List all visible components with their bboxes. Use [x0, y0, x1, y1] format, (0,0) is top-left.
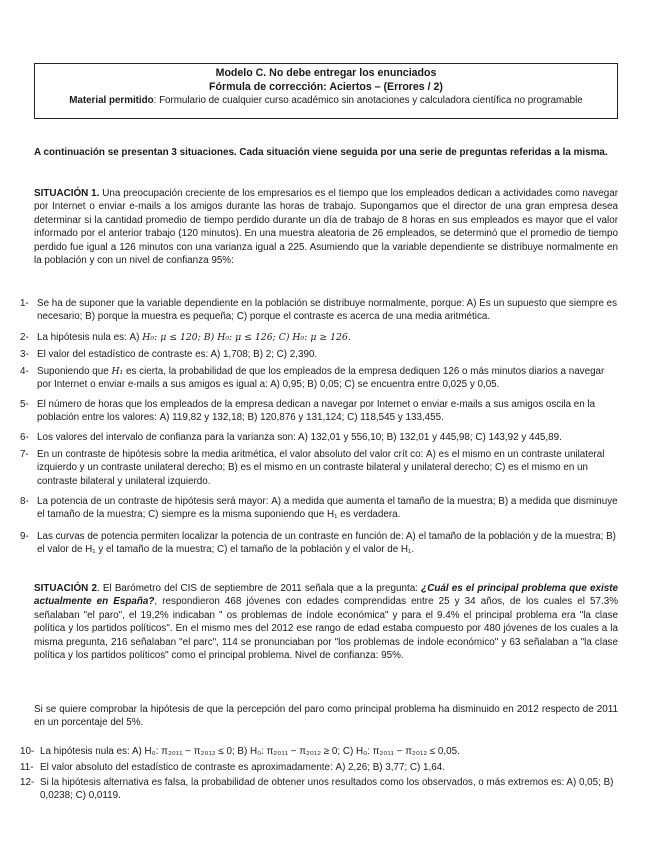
question-7: 7- En un contraste de hipótesis sobre la media aritmética, el valor absoluto del valor crít co: A) es el mismo en un contraste unilateral izquierdo y un contraste unilateral derecho; B) es el mismo en un contraste bilateral y unilateral derecho; C) es el mismo en un contraste bilateral y unilateral izquierdo.	[20, 449, 605, 487]
answer-mark: A)	[129, 332, 140, 343]
question-6: 6- Los valores del intervalo de confianza para la varianza son: A) 132,01 y 556,10; B) 132,01 y 445,98; C) 143,92 y 445,89.	[20, 432, 562, 443]
answer-mark: C)	[344, 379, 355, 391]
answer-mark: A)	[335, 762, 346, 773]
question-9: 9- Las curvas de potencia permiten localizar la potencia de un contraste en función de: A) el tamaño de la población y de la muestra; B) el valor de H₁ y el tamaño de la muestra; C) el tamaño de la población y el valor de H₁.	[20, 531, 616, 556]
answer-mark: A)	[159, 412, 170, 424]
exam-header-box	[34, 63, 618, 119]
situation-2: SITUACIÓN 2. El Barómetro del CIS de septiembre de 2011 señala que a la pregunta: ¿Cuál es el principal problema que existe actualmente en España?, respondieron 468 jóvenes con edades comprendidas entre 25 y 34 años, de los cuales el 57.3% señalaban "el paro", el 19,2% indicaban " os problemas de índole económica" y para el 9.4% el principal problema era "la clase política y los partidos políticos". En el mismo mes del 2012 ese rango de edad estaba compuesto por 480 jóvenes de los cuales a la misma pregunta, 216 señalaban "el parc", 114 se pronunciaban por "los problemas de índole económico" y 63 señalaban a "la clase política y los partidos políticos" como el principal problema. Nivel de confianza: 95%.	[34, 583, 618, 662]
question-3: 3- El valor del estadístico de contraste es: A) 1,708; B) 2; C) 2,390.	[20, 349, 318, 360]
answer-mark: A)	[271, 496, 282, 507]
question-8: 8- La potencia de un contraste de hipótesis será mayor: A) a medida que aumenta el tamaño de la muestra; B) a medida que disminuye el tamaño de la muestra; C) siempre es la misma suponiendo que H₁ es verdadera.	[20, 496, 618, 521]
material-permitted: Material permitido: Formulario de cualquier curso académico sin anotaciones y calculadora científica no programable	[69, 95, 583, 106]
answer-mark: A)	[426, 449, 436, 460]
question-4: 4- Suponiendo que H₁ es cierta, la probabilidad de que los empleados de la empresa dediquen 126 o más minutos diarios a navegar por Internet o enviar e-mails a sus amigos es igual a: A) 0,95; B) 0,05; C) se encuentra entre 0,025 y 0,05.	[20, 366, 605, 391]
answer-mark: C)	[342, 746, 354, 757]
answer-mark: B)	[253, 349, 263, 360]
answer-mark: B)	[606, 531, 616, 542]
intro-text: A continuación se presentan 3 situaciones. Cada situación viene seguida por una serie de preguntas referidas a la misma.	[34, 147, 608, 158]
answer-mark: C)	[475, 432, 486, 443]
exam-model-title: Modelo C. No debe entregar los enunciados	[215, 67, 437, 79]
question-2: 2- La hipótesis nula es: A) H₀: μ ≤ 120; B) H₀: μ ≤ 126; C) H₀: μ ≥ 126.	[20, 332, 351, 343]
situation-2-hypothesis: Si se quiere comprobar la hipótesis de que la percepción del paro como principal problema ha disminuido en 2012 respecto de 2011 en un porcentaje del 5%.	[34, 704, 618, 729]
question-1: 1- Se ha de suponer que la variable dependiente en la población se distribuye normalmente, porque: A) Es un supuesto que siempre es necesario; B) porque la muestra es pequeña; C) porque el contraste es acerca de una media aritmética.	[20, 298, 618, 323]
answer-mark: C)	[75, 790, 86, 802]
question-10: 10- La hipótesis nula es: A) H₀: π₂₀₁₁ − π₂₀₁₂ ≤ 0; B) H₀: π₂₀₁₁ − π₂₀₁₂ ≥ 0; C) H₀: π₂₀₁₁ − π₂₀₁₂ ≤ 0,05.	[20, 746, 460, 757]
question-12: 12- Si la hipótesis alternativa es falsa, la probabilidad de obtener unos resultados como los observados, o más extremos es: A) 0,05; B) 0,0238; C) 0,0119.	[20, 777, 614, 802]
correction-formula: Fórmula de corrección: Aciertos – (Errores / 2)	[209, 80, 443, 93]
answer-mark: B)	[85, 311, 96, 323]
situation-1: SITUACIÓN 1. Una preocupación creciente de los empresarios es el tiempo que los empleados dedican a actividades como navegar por Internet o enviar e-mails a los amigos durante las horas de trabajo. Supongamos que el director de una gran empresa desea determinar si la cantidad promedio de tiempo perdido durante un día de trabajo de 8 horas en sus empleados es mayor que el valor informado por el anterior trabajo (120 minutos). En una muestra aleatoria de 26 empleados, se determinó que el promedio de tiempo perdido fue igual a 126 minutos con una varianza igual a 225. Asumiendo que la variable dependiente se distribuye normalmente en la población y con un nivel de confianza 95%:	[34, 188, 619, 267]
question-11: 11- El valor absoluto del estadístico de contraste es aproximadamente: A) 2,26; B) 3,77; C) 1,64.	[20, 762, 445, 773]
question-5: 5- El número de horas que los empleados de la empresa dedican a navegar por Internet o enviar e-mails a sus amigos oscila en la población entre los valores: A) 119,82 y 132,18; B) 120,876 y 131,124; C) 118,545 y 133,455.	[20, 399, 596, 424]
